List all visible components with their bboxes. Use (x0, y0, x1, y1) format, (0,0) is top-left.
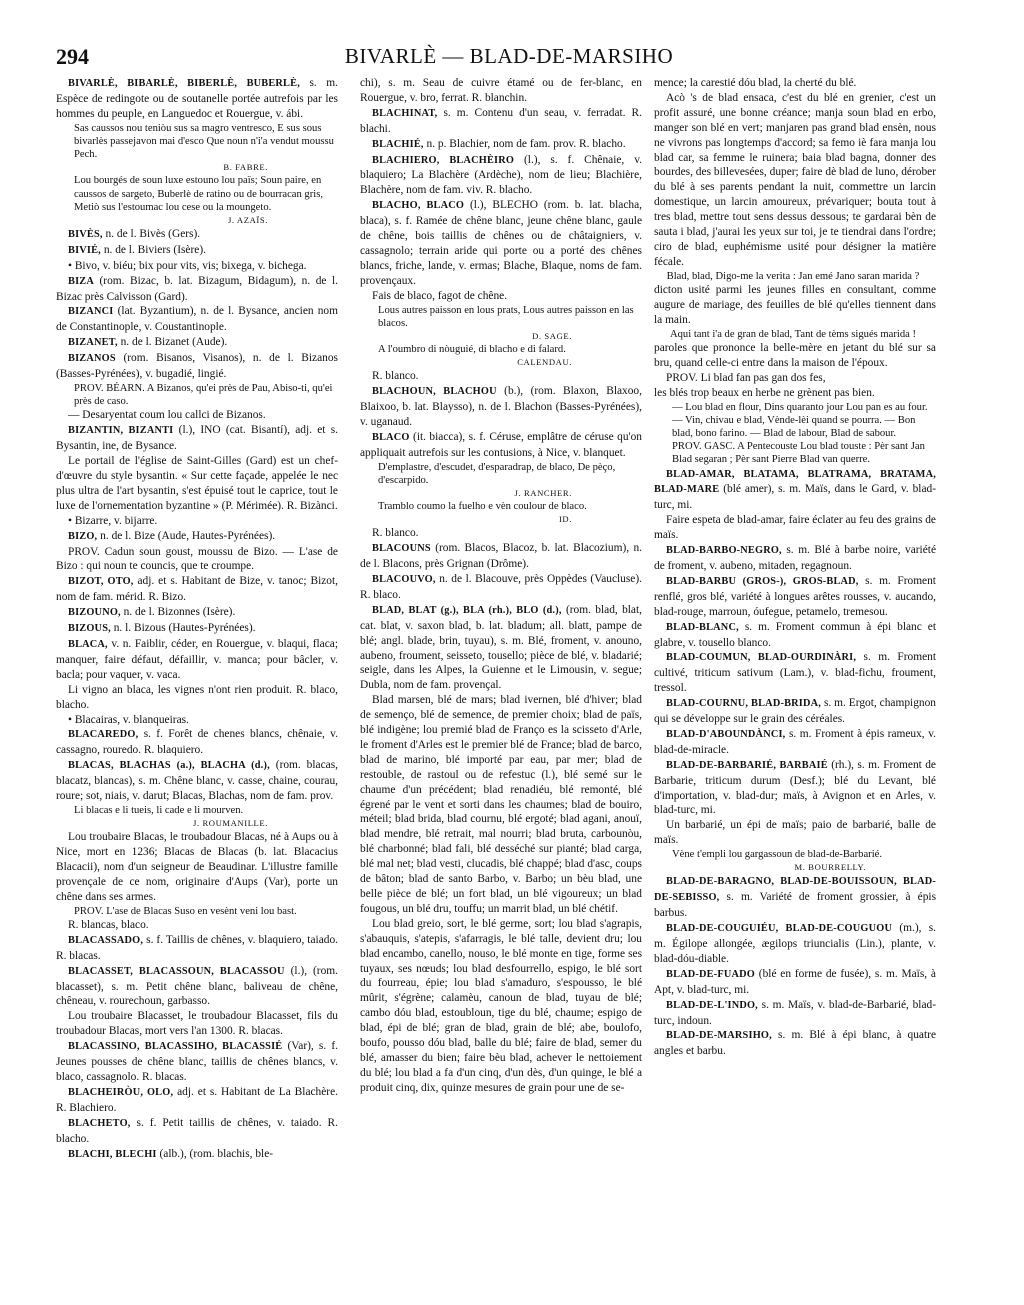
dictionary-entry (654, 513, 936, 543)
dictionary-entry (56, 933, 338, 964)
entry-text: s. m. Contenu d'un seau, v. ferradat. R. blachi. (360, 106, 642, 135)
entry-headword: BLAD-BLANC, (666, 621, 739, 633)
entry-text: s. m. Ergot, champignon qui se développe sur le grain des céréales. (654, 697, 936, 726)
entry-headword: BLACASSINO, BLACASSIHO, BLACASSIÉ (68, 1041, 283, 1053)
dictionary-entry (56, 259, 338, 274)
citation: Sas caussos nou teniòu sus sa magro ventresco, E sus sous bivarlès passejavon mai d'esco Que noun n'i'a vendut moussu Pech. (74, 122, 334, 161)
entry-text: n. l. Bizous (Hautes-Pyrénées). (110, 622, 256, 635)
citation-author: CALENDAU. (517, 357, 572, 368)
entry-text: v. n. Faiblir, céder, en Rouergue, v. blaqui, flaca; manquer, faire défaut, défaillir, v. manca; pour bâcler, v. bacla; pour vaquer, v. vaca. (56, 638, 338, 681)
entry-text: n. de l. Blacouve, près Oppèdes (Vaucluse). R. blaco. (360, 572, 642, 601)
entry-text: n. de l. Biviers (Isère). (100, 243, 206, 256)
entry-headword: BLACHOUN, BLACHOU (372, 386, 497, 398)
entry-text: Un barbarié, un épi de maïs; paio de barbarié, balle de maïs. (654, 819, 936, 847)
dictionary-entry (654, 283, 936, 328)
dictionary-entry (654, 543, 936, 574)
entry-text: n. de l. Bize (Aude, Hautes-Pyrénées). (97, 529, 276, 542)
column-right (654, 76, 936, 1286)
dictionary-entry (56, 1147, 338, 1163)
dictionary-entry (654, 874, 936, 921)
entry-text: s. f. Petit taillis de chênes, v. taiado. R. blacho. (56, 1116, 338, 1145)
entry-text: (b.), (rom. Blaxon, Blaxoo, Blaixoo, b. lat. Blaysso), n. de l. Blachon (Basses-Pyrénées), v. uganaud. (360, 385, 642, 428)
entry-text: • Blacairas, v. blanqueiras. (68, 713, 189, 726)
citation-author: D. SAGE. (532, 331, 572, 341)
dictionary-entry (360, 526, 642, 541)
entry-headword: BIZO, (68, 530, 98, 542)
entry-text: les blés trop beaux en herbe ne grènent pas bien. (654, 386, 875, 399)
dictionary-entry (56, 713, 338, 728)
dictionary-entry (654, 1028, 936, 1059)
dictionary-entry (56, 243, 338, 259)
dictionary-entry (56, 964, 338, 1010)
entry-text: (l.), INO (cat. Bisantí), adj. et s. Bysantin, ine, de Bysance. (56, 424, 338, 453)
dictionary-entry (360, 917, 642, 1096)
dictionary-entry (56, 1116, 338, 1147)
dictionary-entry (56, 621, 338, 637)
entry-headword: BLAD-DE-MARSIHO, (666, 1030, 772, 1042)
citation: Blad, blad, Digo-me la verita : Jan emé Jano saran marida ? (666, 270, 920, 282)
dictionary-entry (654, 921, 936, 967)
entry-headword: BLACO (372, 431, 410, 443)
entry-text: (lat. Byzantium), n. de l. Bysance, ancien nom de Constantinople, v. Coustantinople. (56, 305, 338, 334)
entry-headword: BLAD, BLAT (g.), BLA (rh.), BLO (d.), (372, 604, 562, 616)
citation: Aqui tant i'a de gran de blad, Tant de tèms sigués marida ! (669, 328, 917, 340)
citation: — Lou blad en flour, Dins quaranto jour Lou pan es au four. — Vin, chivau e blad, Vènde-lèi quand se pourra. — Bon blad, bono farino. — Blad de labour, Blad de sabour. (672, 401, 928, 439)
dictionary-entry (654, 341, 936, 371)
entry-text: chi), s. m. Seau de cuivre étamé ou de fer-blanc, en Rouergue, v. bro, ferrat. R. blanchin. (360, 77, 642, 104)
entry-text: n. p. Blachier, nom de fam. prov. R. blacho. (423, 137, 626, 150)
dictionary-entry (654, 998, 936, 1029)
dictionary-entry (56, 529, 338, 545)
entry-text: Blad marsen, blé de mars; blad ivernen, blé d'hiver; blad de semenço, blé de semence, de premier choix; blad de païs, blé indigène; lou premié blad de Franço es la scisseto d'Arle, le froment d'Arles est le premier blé de France; blad de barco, blad de marino, blé importé par eau, par mer; blad de restouble, de rastoul ou de refestuc (l.), blé semé sur le chaume d'un précédent; blad renadiéu, blé remonté, blé égrené par le vent et sorti dans les chaumes; blad de bouiro, méteil; blad brida, blad cournu, blé ergoté; blad agani, anouï, blad mendre, blé retrait, mal nourri; blad bruta, carbounòu, blé charbonné; blad fali, blé desséché sur pianté; blad carga, blé mal net; blad vesti, clucadis, blé chappé; blad d'asc, coups de bâton; blad de santo Barbo, v. Barbo; un bèu blad, une belle pièce de blé; un fort blad, un blé vigoureux; un blad fougous, un blé dru, touffu; un marrit blad, un blé chétif. (360, 694, 642, 915)
dictionary-entry (654, 696, 936, 727)
entry-text: (m.), s. m. Égilope allongée, ægilops triuncialis (Lin.), plante, v. blad-dóu-diable. (654, 922, 936, 965)
entry-text: s. m. Froment renflé, gros blé, variété à longues arêtes rousses, v. aucando, blad-rouge, marroun, óufegue, petamelo, tremesou. (654, 574, 936, 618)
entry-headword: BLAD-BARBU (GROS-), GROS-BLAD, (666, 575, 859, 587)
entry-headword: BLACASSADO, (68, 934, 144, 946)
entry-headword: BIVIÉ, (68, 244, 101, 256)
dictionary-entry (654, 574, 936, 620)
dictionary-entry (56, 227, 338, 243)
entry-text: Fais de blaco, fagot de chêne. (372, 289, 508, 302)
entry-text: s. m. Espèce de redingote ou de soutanelle portée autrefois par les hommes du peuple, en Languedoc et Rouergue, v. ábi. (56, 77, 338, 120)
dictionary-entry (360, 198, 642, 288)
dictionary-entry (56, 545, 338, 575)
citation-author: ID. (558, 514, 572, 525)
dictionary-entry (56, 727, 338, 758)
entry-headword: BLACHINAT, (372, 107, 438, 119)
dictionary-entry (360, 106, 642, 137)
entry-text: (l.), (rom. blacasset), s. m. Petit chêne blanc, baliveau de chêne, chêneau, v. rourechoun, garbasso. (56, 964, 338, 1008)
dictionary-entry (56, 454, 338, 514)
entry-text: s. f. Forêt de chenes blancs, chênaie, v. cassagno, rouredo. R. blaquiero. (56, 728, 338, 757)
citation: D'emplastre, d'escudet, d'esparadrap, de blaco, De pèço, d'escarpido. (378, 461, 616, 486)
citation-author: B. FABRE. (223, 162, 268, 173)
entry-text: s. m. Blé à barbe noire, variété de froment, v. aubeno, mitaden, regagnoun. (654, 544, 936, 572)
entry-text: (rom. Bizac, b. lat. Bizagum, Bidagum), n. de l. Bizac près Calvisson (Gard). (56, 274, 338, 303)
dictionary-entry (56, 1039, 338, 1085)
dictionary-entry (56, 683, 338, 713)
citation: Tramblo coumo la fuelho e vèn coulour de blaco. (378, 501, 587, 513)
entry-headword: BLACA, (68, 639, 108, 650)
dictionary-entry (654, 620, 936, 651)
citation: PROV. GASC. A Pentecouste Lou blad touste : Pèr sant Jan Blad segaran ; Pèr sant Pierre Blad van querre. (672, 441, 925, 466)
dictionary-entry (56, 304, 338, 335)
entry-text: s. m. Froment cultivé, triticum sativum (Lam.), v. blad-fichu, froument, tressol. (654, 651, 936, 695)
entry-text: (rom. Bisanos, Visanos), n. de l. Bizanos (Basses-Pyrénées), v. bugadié, lingié. (56, 352, 338, 381)
citation: PROV. L'ase de Blacas Suso en vesènt veni lou bast. (74, 905, 297, 917)
dictionary-entry (56, 408, 338, 423)
dictionary-entry (360, 76, 642, 106)
dictionary-entry (56, 1085, 338, 1116)
entry-headword: BLAD-AMAR, BLATAMA, BLATRAMA, BRATAMA, BLAD-MARE (654, 468, 936, 496)
entry-text: (blé amer), s. m. Maïs, dans le Gard, v. blad-turc, mi. (654, 483, 936, 512)
entry-headword: BLAD-DE-COUGUIÉU, BLAD-DE-COUGUOU (666, 923, 893, 935)
dictionary-entry (654, 758, 936, 819)
entry-text: Faire espeta de blad-amar, faire éclater au feu des grains de maïs. (654, 514, 936, 542)
dictionary-entry (360, 384, 642, 430)
entry-text: (Var), s. f. Jeunes pousses de chêne blanc, taillis de chênes blancs, v. blaco, cassagnolo. R. blacas. (56, 1040, 338, 1083)
entry-text: PROV. Cadun soun goust, moussu de Bizo. — L'ase de Bizo : qui noun te councis, que te croumpe. (56, 545, 338, 573)
entry-headword: BLACHETO, (68, 1117, 131, 1129)
entry-text: s. f. Taillis de chênes, v. blaquiero, taiado. R. blacas. (56, 933, 338, 962)
dictionary-entry (360, 137, 642, 153)
entry-headword: BLAD-DE-BARBARIÉ, BARBAIÉ (666, 759, 828, 771)
entry-headword: BIVÈS, (68, 228, 103, 240)
entry-text: s. m. Froment à épis rameux, v. blad-de-miracle. (654, 727, 936, 756)
entry-text: R. blancas, blaco. (68, 918, 149, 931)
entry-text: Acò 's de blad ensaca, c'est du blé en grenier, c'est un profit assuré, une bonne créance; manja soun blad en erbo, manger son blé en vert; manjaren pas grand blad ensèn, nous ne vivrons pas longtemps d'accord; sa femo iè fara manja lou blad car, sa femme le ruinera; baia blad bagna, donner des bourdes, des billevesées, duper; faire dè blad de luno, dérober du blé à ses parents pendant la nuit, commettre un larcin domestique, un larcin amoureux, prévariquer; bouta tout à tres blad, mettre tout sens dessus dessous; te gardarai bèn de sauta i blad, j'aurai les yeux sur toi, je te tiendrai dans l'ordre; ciro de blad, euphémisme usité pour désigner la matière fécale. (654, 91, 936, 268)
entry-text: adj. et s. Habitant de Bize, v. tanoc; Bizot, nom de fam. mérid. R. Bizo. (56, 575, 338, 604)
dictionary-entry (56, 76, 338, 122)
entry-headword: BLACHI, BLECHI (68, 1148, 157, 1160)
dictionary-entry (56, 758, 338, 804)
entry-text: (rom. blad, blat, cat. blat, v. saxon blad, b. lat. bladum; all. blatt, pampe de blé; angl. blade, brin, tuyau), s. m. Blé, froment, v. anouno, aubeno, froument, seisseto, tousello; pièce de blé, v. bladarié; seigle, dans les Alpes, la Guienne et le Limousin, v. segue; Dubla, nom de fam. provençal. (360, 603, 642, 692)
entry-headword: BLACAREDO, (68, 729, 139, 741)
entry-headword: BIZA (68, 275, 94, 287)
citation-author: J. AZAÏS. (227, 214, 268, 225)
citation: Vène t'empli lou gargassoun de blad-de-Barbarié. (672, 849, 882, 861)
column-middle (360, 76, 642, 1286)
page-header (56, 44, 962, 74)
entry-text: (l.), s. f. Chênaie, v. blaquiero; La Blachère (Ardèche), nom de lieu; Blachière, Blachère, nom de fam. viv. R. blacho. (360, 153, 642, 197)
dictionary-entry (56, 514, 338, 529)
entry-headword: BLACHIERO, BLACHÈIRO (372, 154, 515, 166)
entry-text: dicton usité parmi les jeunes filles en consultant, comme augure de mariage, des feuilles de blé qu'elles tiennent dans la main. (654, 283, 936, 326)
entry-text: s. m. Blé à épi blanc, à quatre angles et barbu. (654, 1029, 936, 1058)
entry-headword: BLAD-DE-FUADO (666, 968, 755, 980)
dictionary-entry (56, 423, 338, 454)
entry-text: s. m. Maïs, v. blad-de-Barbarié, blad-turc, indoun. (654, 998, 936, 1027)
entry-text: (rh.), s. m. Froment de Barbarie, triticum durum (Desf.); blé du Levant, blé d'importation, v. blad-dur; maïs, à Avignon et en Arles, v. blad-turc, mi. (654, 758, 936, 817)
dictionary-entry (360, 541, 642, 572)
dictionary-entry (654, 386, 936, 401)
entry-headword: BIVARLÈ, BIBARLÈ, BIBERLÈ, BUBERLÈ, (68, 78, 300, 89)
entry-text: Lou troubaire Blacas, le troubadour Blacas, né à Aups ou à Nice, mort en 1236; Blacas de Blacas (b. lat. Blacacius Blacacii), nom d'un seigneur de Beaudinar. L'illustre famille provençale de ce nom, originaire d'Aups (Var), porte un chêne dans ses armes. (56, 831, 338, 903)
entry-text: Lou troubaire Blacasset, le troubadour Blacasset, fils du troubadour Blacas, mort vers l'an 1300. R. blacas. (56, 1010, 338, 1038)
entry-headword: BIZANTIN, BIZANTI (68, 425, 174, 437)
dictionary-entry (654, 467, 936, 514)
citation-author: M. BOURRELLY. (794, 862, 866, 873)
dictionary-entry (360, 572, 642, 603)
entry-text: • Bivo, v. biéu; bix pour vits, vis; bixega, v. bichega. (68, 259, 307, 272)
entry-text: (alb.), (rom. blachis, ble- (156, 1147, 274, 1160)
entry-text: (rom. blacas, blacatz, blancas), s. m. Chêne blanc, v. casse, chaine, courau, roure; sot, niais, v. darut; Blacas, Blachas, nom de fam. prov. (56, 759, 338, 803)
dictionary-entry (56, 605, 338, 621)
dictionary-entry (360, 289, 642, 304)
text-columns (56, 76, 966, 1286)
entry-text: n. de l. Bivès (Gers). (102, 227, 201, 240)
entry-headword: BLAD-D'ABOUNDÀNCI, (666, 728, 786, 740)
running-title: BIVARLÈ — BLAD-DE-MARSIHO (344, 44, 674, 68)
entry-headword: BLACOUNS (372, 543, 431, 555)
page-number: 294 (56, 44, 89, 69)
entry-text: (blé en forme de fusée), s. m. Maïs, à Apt, v. blad-turc, mi. (654, 967, 936, 996)
dictionary-entry (360, 153, 642, 199)
entry-headword: BIZOT, OTO, (68, 576, 134, 588)
entry-text: s. m. Variété de froment grossier, à épis barbus. (654, 891, 936, 920)
entry-text: • Bizarre, v. bijarre. (68, 514, 158, 527)
dictionary-entry (56, 830, 338, 905)
entry-text: (it. biacca), s. f. Céruse, emplâtre de céruse qu'on appliquait autrefois sur les contusions, à Nice, v. blanquet. (360, 430, 642, 459)
entry-headword: BLACOUVO, (372, 573, 436, 585)
entry-text: paroles que prononce la belle-mère en jetant du blé sur sa bru, quand celle-ci entre dans la maison de l'époux. (654, 341, 936, 369)
entry-text: PROV. Li blad fan pas gan dos fes, (666, 371, 826, 384)
citation: Lou bourgés de soun luxe estouno lou païs; Soun paire, en caussos de sargeto, Buberlè de ratino ou de bourracan gris, Metiò sus l'estoumac lou cese ou la moungeto. (74, 175, 323, 213)
entry-headword: BLACAS, BLACHAS (a.), BLACHA (d.), (68, 760, 270, 772)
entry-text: R. blanco. (372, 527, 419, 540)
entry-headword: BLACHIÉ, (372, 138, 424, 150)
dictionary-entry (56, 274, 338, 305)
column-left (56, 76, 338, 1286)
entry-text: (rom. Blacos, Blacoz, b. lat. Blacozium), n. de l. Blacons, près Grignan (Drôme). (360, 542, 642, 571)
dictionary-entry (56, 1009, 338, 1039)
dictionary-entry (360, 430, 642, 461)
dictionary-entry (654, 91, 936, 270)
dictionary-entry (56, 335, 338, 351)
dictionary-entry (56, 918, 338, 933)
dictionary-entry (56, 351, 338, 382)
entry-text: n. de l. Bizanet (Aude). (117, 336, 228, 349)
entry-headword: BIZANET, (68, 337, 118, 349)
entry-text: — Desaryentat coum lou callci de Bizanos. (68, 409, 266, 422)
dictionary-entry (654, 818, 936, 848)
dictionary-entry (56, 574, 338, 605)
citation: Li blacas e li tueis, li cade e li mourven. (74, 804, 244, 816)
entry-text: adj. et s. Habitant de La Blachère. R. Blachiero. (56, 1085, 338, 1114)
entry-text: s. m. Froment commun à épi blanc et glabre, v. tousello blanco. (654, 620, 936, 649)
entry-text: R. blanco. (372, 370, 419, 383)
entry-headword: BIZANCI (68, 306, 114, 318)
entry-text: Lou blad greio, sort, le blé germe, sort; lou blad s'agrapis, s'abauquis, s'atepis, s'afarragis, le blé talle, devient dru; lou blad encambo, canello, nouso, le blé monte en tige, forme ses tuyaux, ses nœuds; lou blad desfourrello, espigo, le blé sort du fourreau, épie; lou blad s'amaduro, s'espousso, le blé mûrit, s'égrène; calamèu, canoun de blad, tuyau de blé; cambo dóu blad, estoubloun, tige du blé, chaume; espigo de blad, épi de blé; gran de blad, grain de blé; abe, boulofo, boufo, pousso dóu blad, balle du blé; faire de blad, semer du blé, amasser du bien; faire bèu blad, achever le nettoiement du blé; lou blad a fa d'un cinq, d'un dès, d'un quinge, le blé a produit cinq, dix, quinze mesures de grain pour une de se- (360, 917, 642, 1094)
entry-headword: BIZANOS (68, 353, 116, 365)
citation: A l'oumbro di nòuguié, di blacho e di falard. (378, 344, 566, 355)
dictionary-entry (654, 650, 936, 696)
entry-headword: BLACHO, BLACO (372, 200, 465, 212)
dictionary-entry (360, 603, 642, 693)
entry-headword: BLAD-COUMUN, BLAD-OURDINÀRI, (666, 652, 857, 664)
entry-headword: BLAD-BARBO-NEGRO, (666, 545, 782, 557)
dictionary-entry (56, 637, 338, 683)
citation: PROV. BÉARN. A Bizanos, qu'ei près de Pau, Abiso-ti, qu'ei près de caso. (74, 383, 333, 408)
entry-text: Le portail de l'église de Saint-Gilles (Gard) est un chef-d'œuvre du style bysantin. « Sur cette façade, appelée le nec plus ultra de l'art bysantin, s'est épuisé tout le caprice, tout le luxe de l'ornementation byzantine » (P. Mérimée). R. Bizànci. (56, 455, 338, 512)
dictionary-entry (654, 967, 936, 998)
dictionary-entry (360, 693, 642, 917)
entry-headword: BIZOUNO, (68, 607, 121, 619)
citation-author: J. RANCHER. (514, 488, 572, 499)
entry-headword: BLAD-COURNU, BLAD-BRIDA, (666, 698, 822, 710)
entry-text: (l.), BLECHO (rom. b. lat. blacha, blaca), s. f. Ramée de chêne blanc, jeune chêne blanc, gaule de chêne, bois taillis de chênes ou de châtaigniers, v. cassagnolo; terrain aride qui porte ou a porté des chênes blancs, friche, lande, v. ermas; Blache, Blaque, noms de fam. provençaux. (360, 199, 642, 287)
dictionary-entry (654, 727, 936, 758)
dictionary-entry (654, 371, 936, 386)
entry-headword: BIZOUS, (68, 623, 111, 635)
entry-text: mence; la carestié dóu blad, la cherté du blé. (654, 77, 857, 89)
dictionary-entry (360, 369, 642, 384)
citation-author: J. ROUMANILLE. (193, 818, 268, 829)
entry-headword: BLAD-DE-BARAGNO, BLAD-DE-BOUISSOUN, BLAD-DE-SEBISSO, (654, 876, 936, 904)
entry-headword: BLAD-DE-L'INDO, (666, 999, 758, 1011)
dictionary-entry (654, 76, 936, 91)
citation: Lous autres paisson en lous prats, Lous autres paisson en las blacos. (378, 304, 634, 329)
entry-text: Li vigno an blaca, les vignes n'ont rien produit. R. blaco, blacho. (56, 683, 338, 711)
entry-headword: BLACHEIRÒU, OLO, (68, 1086, 174, 1098)
entry-headword: BLACASSET, BLACASSOUN, BLACASSOU (68, 965, 285, 977)
entry-text: n. de l. Bizonnes (Isère). (120, 606, 236, 619)
